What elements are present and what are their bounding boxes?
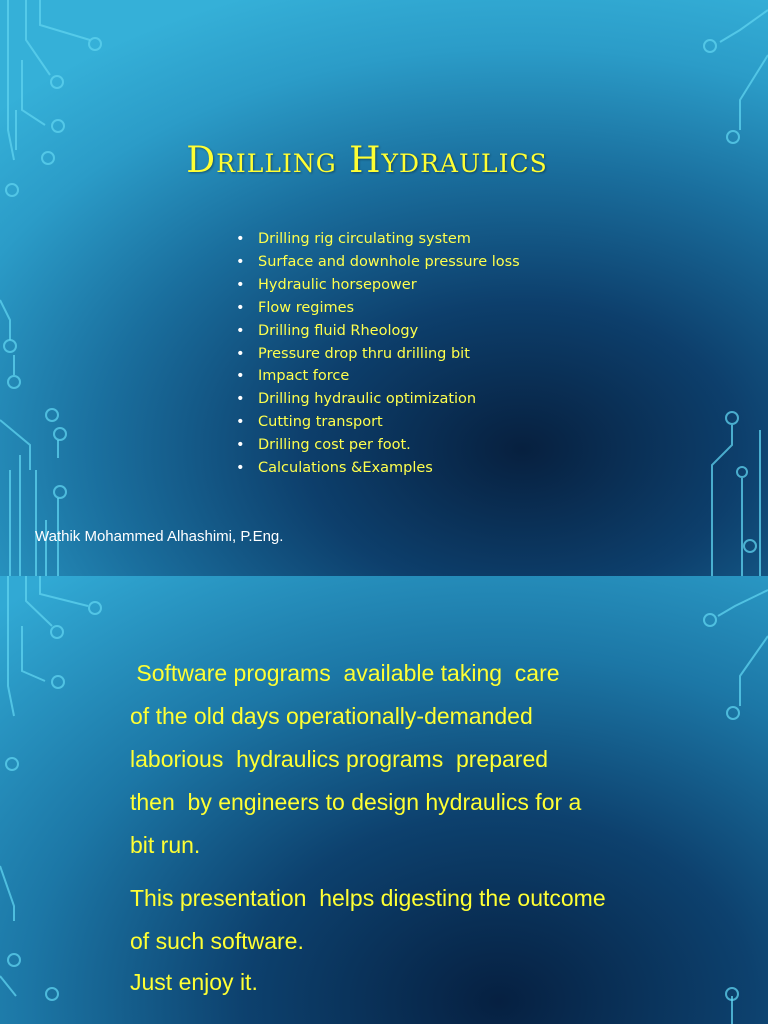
text-line: of the old days operationally-demanded: [130, 703, 533, 729]
list-item: • Calculations &Examples: [236, 460, 433, 477]
slide-title: Drilling Hydraulics: [186, 140, 548, 181]
author-name: Wathik Mohammed Alhashimi, P.Eng.: [35, 528, 284, 545]
list-item: • Impact force: [236, 368, 350, 385]
list-item: • Drilling hydraulic optimization: [236, 391, 477, 408]
text-line: of such software.: [130, 928, 304, 954]
intro-slide: [0, 576, 768, 1024]
list-item: • Surface and downhole pressure loss: [236, 253, 520, 270]
list-item: • Drilling fluid Rheology: [236, 322, 419, 339]
intro-paragraph: [130, 652, 710, 867]
list-item: • Hydraulic horsepower: [236, 276, 417, 293]
list-item: • Cutting transport: [236, 414, 383, 431]
text-line: bit run.: [130, 832, 201, 858]
text-line: laborious hydraulics programs prepared: [130, 746, 549, 772]
closing-line: Just enjoy it.: [130, 969, 258, 995]
text-line: Software programs available taking care: [130, 660, 560, 686]
topic-list: [236, 228, 520, 480]
list-item: • Flow regimes: [236, 299, 355, 316]
purpose-paragraph: [130, 877, 710, 963]
list-item: • Drilling rig circulating system: [236, 231, 471, 247]
list-item: • Pressure drop thru drilling bit: [236, 345, 470, 362]
text-line: then by engineers to design hydraulics for a: [130, 789, 582, 815]
text-line: This presentation helps digesting the outcome: [130, 885, 606, 911]
list-item: • Drilling cost per foot.: [236, 437, 411, 454]
